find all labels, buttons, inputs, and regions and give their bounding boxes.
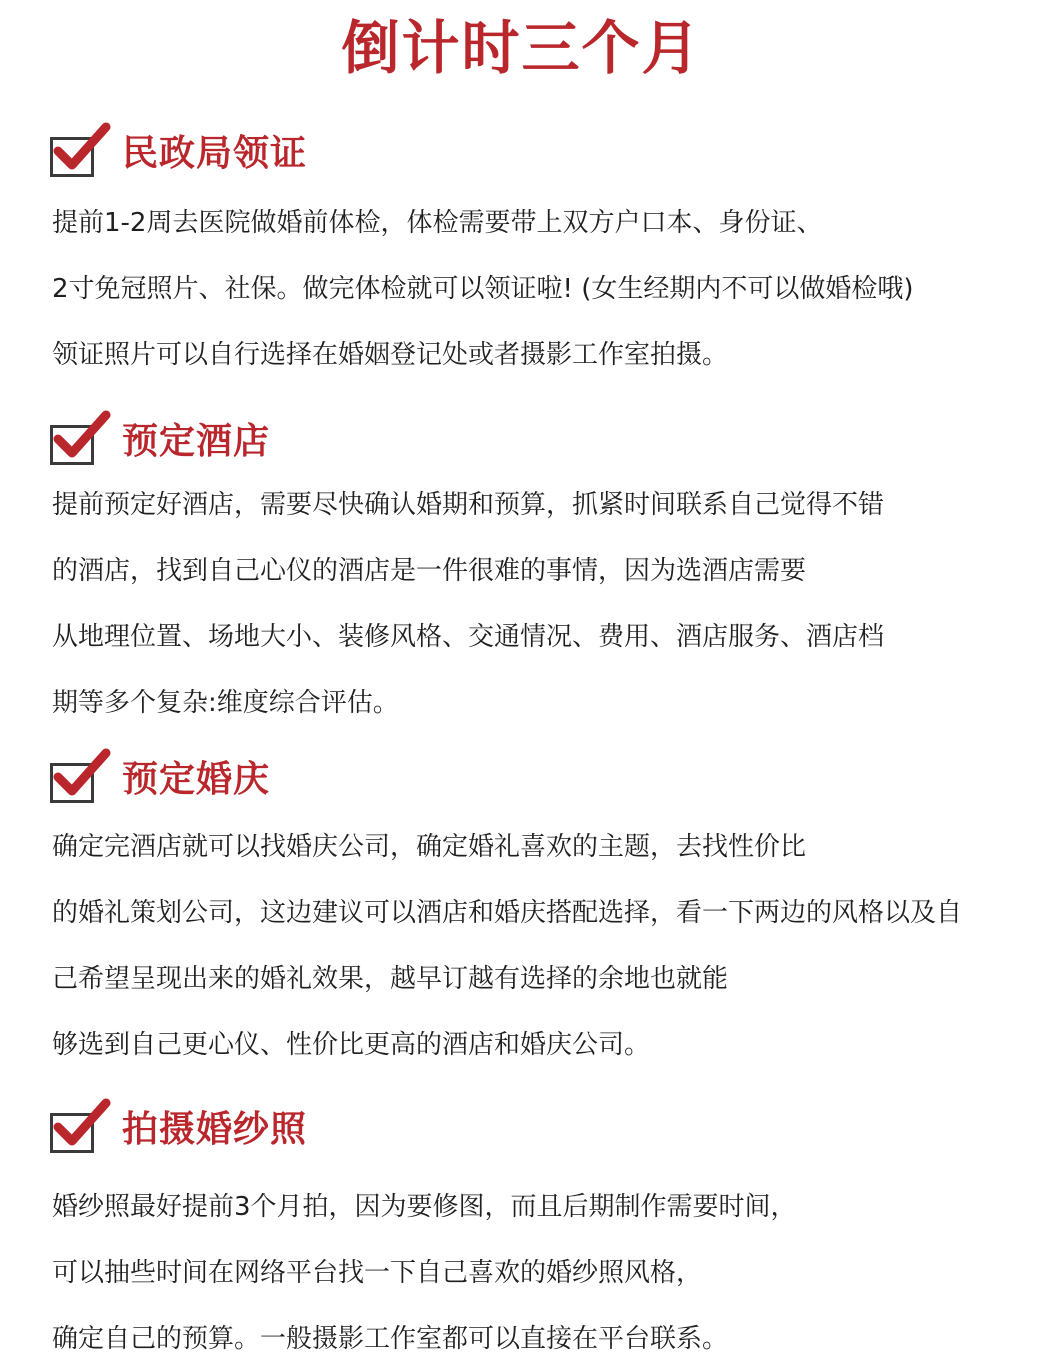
checkbox-checked-icon (50, 751, 100, 801)
paragraph-line: 确定自己的预算。一般摄影工作室都可以直接在平台联系。 (52, 1324, 729, 1354)
section-header-book-wedding-planner (50, 746, 270, 806)
page-title: 倒计时三个月 (341, 14, 702, 82)
paragraph-line: 够选到自己更心仪、性价比更高的酒店和婚庆公司。 (52, 1030, 651, 1060)
paragraph-line: 的酒店，找到自己心仪的酒店是一件很难的事情，因为选酒店需要 (52, 556, 807, 586)
paragraph-line: 从地理位置、场地大小、装修风格、交通情况、费用、酒店服务、酒店档 (52, 622, 885, 652)
checkbox-checked-icon (50, 125, 100, 175)
paragraph-line: 提前预定好酒店，需要尽快确认婚期和预算，抓紧时间联系自己觉得不错 (52, 490, 885, 520)
paragraph-line: 提前1-2周去医院做婚前体检，体检需要带上双方户口本、身份证、 (52, 208, 823, 238)
section-header-book-hotel (50, 408, 270, 468)
paragraph-line: 2寸免冠照片、社保。做完体检就可以领证啦! (女生经期内不可以做婚检哦) (52, 274, 914, 304)
paragraph-line: 己希望呈现出来的婚礼效果，越早订越有选择的余地也就能 (52, 964, 729, 994)
paragraph-line: 的婚礼策划公司，这边建议可以酒店和婚庆搭配选择，看一下两边的风格以及自 (52, 898, 963, 928)
section-title: 预定酒店 (122, 420, 271, 462)
section-title: 预定婚庆 (122, 758, 271, 800)
section-title: 拍摄婚纱照 (122, 1108, 308, 1150)
paragraph-line: 领证照片可以自行选择在婚姻登记处或者摄影工作室拍摄。 (52, 340, 729, 370)
section-header-marriage-certificate (50, 120, 307, 180)
paragraph-line: 期等多个复杂:维度综合评估。 (52, 688, 399, 718)
paragraph-line: 确定完酒店就可以找婚庆公司，确定婚礼喜欢的主题，去找性价比 (52, 832, 807, 862)
section-header-wedding-photos (50, 1096, 307, 1156)
paragraph-line: 可以抽些时间在网络平台找一下自己喜欢的婚纱照风格， (52, 1258, 703, 1288)
checkbox-checked-icon (50, 413, 100, 463)
checkbox-checked-icon (50, 1101, 100, 1151)
paragraph-line: 婚纱照最好提前3个月拍，因为要修图，而且后期制作需要时间， (52, 1192, 797, 1222)
section-title: 民政局领证 (122, 132, 308, 174)
